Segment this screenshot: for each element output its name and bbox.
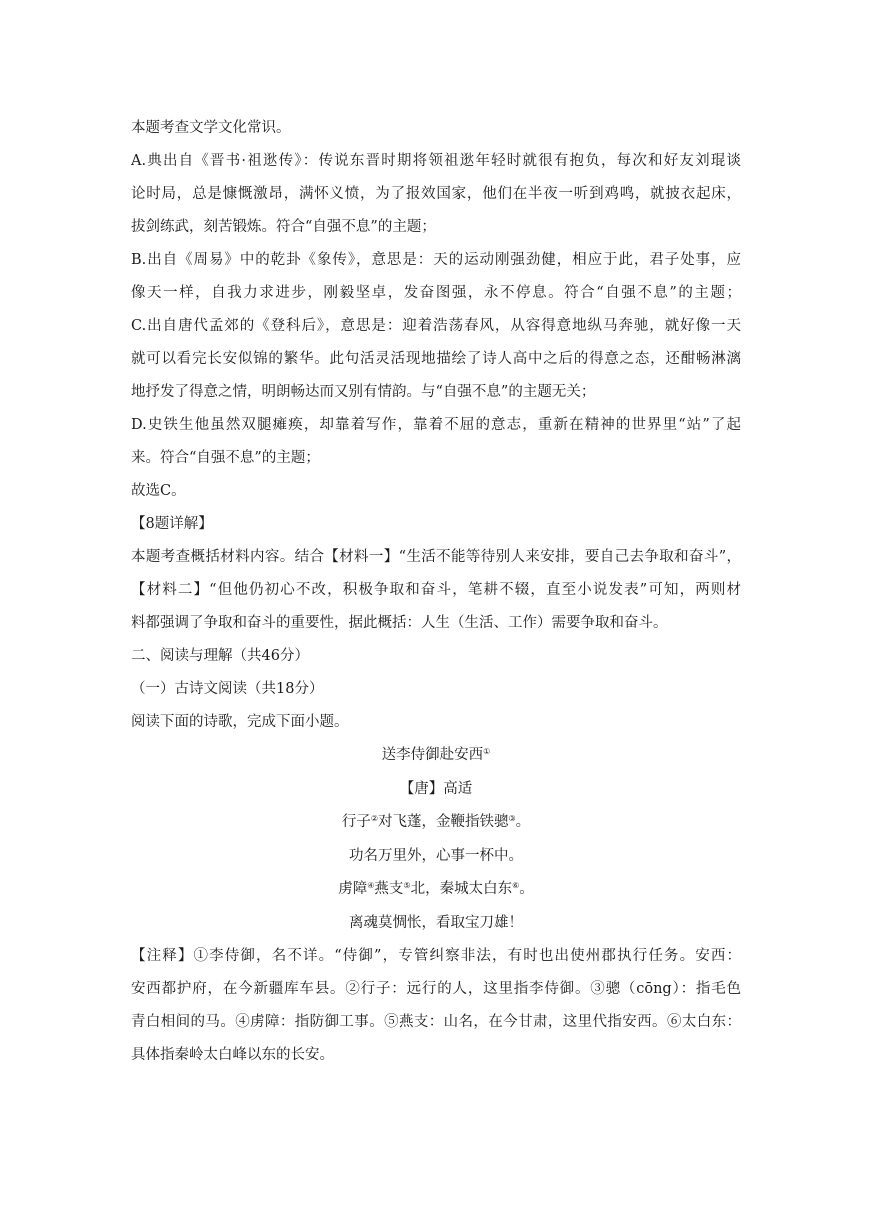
poem-notes (131, 940, 741, 1072)
document-body (131, 112, 741, 1072)
poem-line (131, 806, 741, 840)
option-d (131, 409, 741, 475)
note-line: 具体指秦岭太白峰以东的长安。 (131, 1047, 334, 1063)
poem-line (131, 873, 741, 907)
poem-text: 行子 (341, 814, 371, 830)
q8-line: 料都强调了争取和奋斗的重要性，据此概括：人生（生活、工作）需要争取和奋斗。 (131, 615, 668, 631)
footnote-marker: ③ (508, 814, 516, 823)
option-d-line: 来。符合“自强不息”的主题； (131, 450, 320, 466)
instruction-text: 阅读下面的诗歌，完成下面小题。 (131, 714, 349, 730)
option-a (131, 145, 741, 244)
poem-text: 北，秦城太白东 (410, 881, 513, 897)
answer-text: 故选C。 (131, 483, 186, 499)
option-b-line: B.出自《周易》中的乾卦《象传》，意思是：天的运动刚强劲健，相应于此，君子处事，应 (131, 252, 741, 268)
section-heading: 二、阅读与理解（共46分） (131, 648, 309, 664)
subsection-heading: （一）古诗文阅读（共18分） (131, 681, 324, 697)
poem-text: 虏障 (338, 881, 368, 897)
footnote-marker: ⑤ (403, 881, 411, 890)
option-c (131, 310, 741, 409)
poem-line: 功名万里外，心事一杯中。 (349, 847, 523, 864)
intro-text: 本题考查文学文化常识。 (131, 120, 291, 136)
q8-line: 本题考查概括材料内容。结合【材料一】“生活不能等待别人来安排，要自己去争取和奋斗”， (131, 549, 741, 565)
option-c-line: C.出自唐代孟郊的《登科后》，意思是：迎着浩荡春风，从容得意地纵马奔驰，就好像一天 (131, 318, 741, 334)
q8-explanation (131, 541, 741, 640)
note-line: 青白相间的马。④虏障：指防御工事。⑤燕支：山名，在今甘肃，这里代指安西。⑥太白东： (131, 1014, 741, 1030)
poem-title-text: 送李侍御赴安西 (381, 747, 484, 763)
option-a-line: 论时局，总是慷慨激昂，满怀义愤，为了报效国家，他们在半夜一听到鸡鸣，就披衣起床， (131, 186, 741, 202)
footnote-marker: ② (370, 814, 378, 823)
poem-text: 燕支 (374, 881, 404, 897)
q8-line: 【材料二】“但他仍初心不改，积极争取和奋斗，笔耕不辍，直至小说发表”可知，两则材 (131, 582, 741, 598)
poem-text: 。 (519, 881, 534, 897)
poem-title (131, 739, 741, 773)
footnote-marker: ⑥ (512, 881, 520, 890)
poem-text: 对飞蓬，金鞭指铁骢 (378, 814, 509, 830)
poem (131, 739, 741, 940)
poem-text: 。 (515, 814, 531, 830)
option-b-line: 像天一样，自我力求进步，刚毅坚卓，发奋图强，永不停息。符合“自强不息”的主题； (131, 285, 741, 301)
poem-line: 离魂莫惆怅，看取宝刀雄！ (349, 914, 523, 931)
option-c-line: 就可以看完长安似锦的繁华。此句活灵活现地描绘了诗人高中之后的得意之态，还酣畅淋漓 (131, 351, 741, 367)
option-a-line: 拔剑练武，刻苦锻炼。符合“自强不息”的主题； (131, 219, 436, 235)
note-line: 安西都护府，在今新疆库车县。②行子：远行的人，这里指李侍御。③骢（cōng）：指毛色 (131, 981, 741, 997)
option-d-line: D.史铁生他虽然双腿瘫痪，却靠着写作，靠着不屈的意志，重新在精神的世界里“站”了起 (131, 417, 741, 433)
option-c-line: 地抒发了得意之情，明朗畅达而又别有情韵。与“自强不息”的主题无关； (131, 384, 596, 400)
footnote-marker: ④ (367, 881, 375, 890)
q8-heading: 【8题详解】 (131, 516, 213, 532)
option-b (131, 244, 741, 310)
poem-author: 【唐】高适 (399, 780, 473, 797)
option-a-line: A.典出自《晋书·祖逖传》：传说东晋时期将领祖逖年轻时就很有抱负，每次和好友刘琨谈 (131, 153, 741, 169)
footnote-marker: ① (483, 747, 491, 756)
note-line: 【注释】①李侍御，名不详。“侍御”，专管纠察非法，有时也出使州郡执行任务。安西： (131, 948, 741, 964)
